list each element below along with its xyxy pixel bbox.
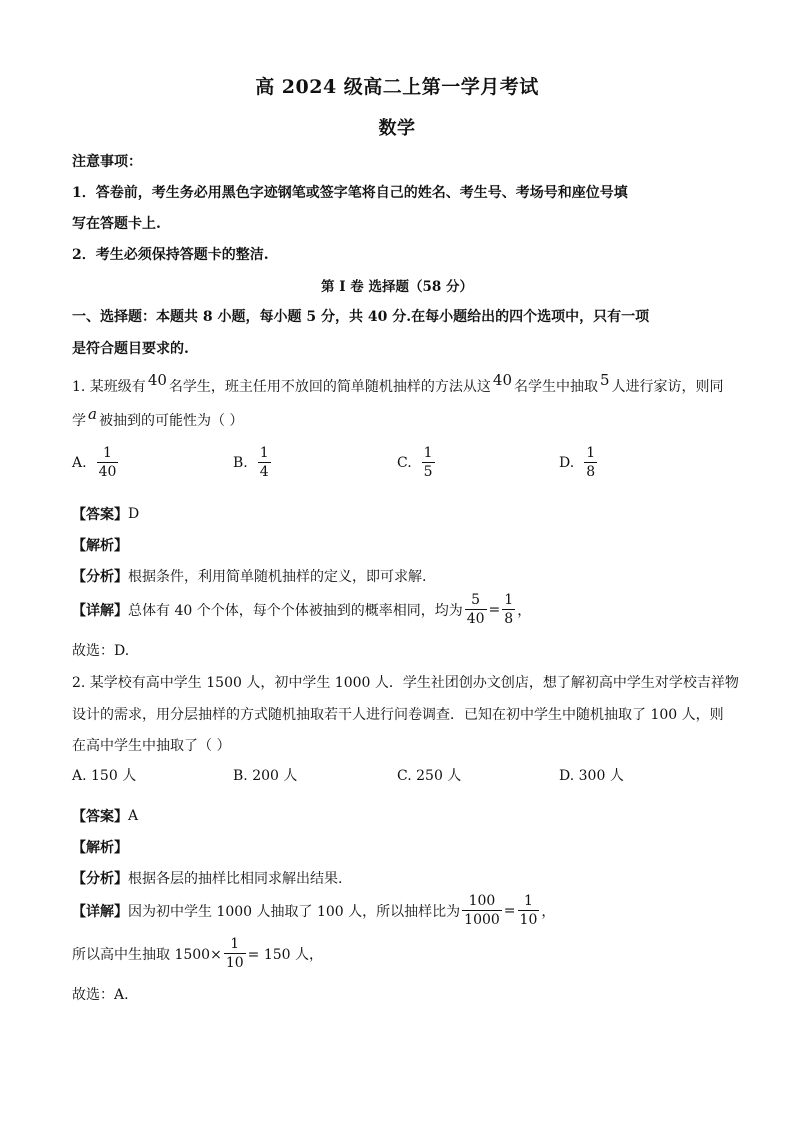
q1-detail	[72, 593, 531, 626]
fenxi-text: 根据条件，利用简单随机抽样的定义，即可求解.	[128, 569, 427, 585]
question-2-stem-line-3: 在高中学生中抽取了（ ）	[72, 738, 231, 754]
q1-number-40: 40	[147, 371, 167, 389]
question-2-stem-line-1: 2. 某学校有高中学生 1500 人，初中学生 1000 人．学生社团创办文创店，想了解初高中学生对学校吉祥物	[72, 675, 739, 691]
option-label: A.	[72, 768, 87, 784]
option-text: 250 人	[416, 768, 462, 784]
calc-text: 所以高中生抽取 1500×	[72, 946, 222, 963]
detail-tag: 【详解】	[72, 903, 128, 920]
q1-text-part: 名学生，班主任用不放回的简单随机抽样的方法从这	[168, 379, 491, 395]
detail-text: ，	[541, 903, 556, 920]
calc-fraction	[224, 937, 246, 970]
option-label: C.	[397, 768, 412, 784]
q1-fenxi	[72, 566, 426, 586]
q1-text-part: 人进行家访，则同	[611, 379, 724, 395]
option-fraction	[584, 446, 597, 479]
option-label: D.	[559, 454, 575, 471]
section-instruction-line-1: 一、选择题：本题共 8 小题，每小题 5 分，共 40 分.在每小题给出的四个选项中，只有一项	[72, 309, 650, 325]
q1-analysis-heading	[72, 535, 128, 555]
q2-option-d[interactable]	[559, 765, 624, 785]
fraction-numerator: 5	[471, 592, 481, 608]
detail-fraction	[465, 593, 487, 626]
fraction-numerator: 1	[423, 445, 433, 461]
fraction-numerator: 1	[523, 893, 533, 909]
fenxi-tag: 【分析】	[72, 569, 128, 585]
option-label: C.	[397, 454, 412, 471]
q1-option-d[interactable]	[559, 446, 599, 479]
q2-calculation	[72, 937, 323, 970]
answer-value: D	[128, 506, 140, 522]
option-fraction	[422, 446, 435, 479]
option-label: D.	[559, 768, 575, 784]
q2-detail	[72, 894, 555, 927]
answer-tag: 【答案】	[72, 507, 128, 523]
fraction-numerator: 100	[468, 893, 496, 909]
fraction-denominator: 40	[466, 611, 485, 627]
q1-text-part: 学	[72, 413, 86, 429]
option-text: 200 人	[252, 768, 298, 784]
answer-tag: 【答案】	[72, 809, 128, 825]
q1-text-part: 被抽到的可能性为（ ）	[98, 413, 244, 429]
q1-number-5: 5	[600, 371, 610, 389]
q2-answer	[72, 806, 138, 826]
exam-title: 高 2024 级高二上第一学月考试	[255, 76, 539, 98]
equals-sign: =	[488, 601, 501, 618]
fraction-denominator: 40	[98, 464, 117, 480]
notice-heading: 注意事项：	[72, 154, 142, 170]
q1-option-b[interactable]	[233, 446, 273, 479]
q2-analysis-heading	[72, 837, 128, 857]
q1-option-a[interactable]	[72, 446, 120, 479]
question-1-stem-line-2	[72, 405, 244, 430]
detail-text: 因为初中学生 1000 人抽取了 100 人，所以抽样比为	[128, 903, 461, 920]
q2-option-b[interactable]	[233, 765, 297, 785]
fraction-denominator: 10	[519, 912, 538, 928]
notice-item-2: 2．考生必须保持答题卡的整洁.	[72, 247, 269, 263]
option-label: B.	[233, 768, 248, 784]
detail-tag: 【详解】	[72, 602, 128, 619]
fraction-denominator: 4	[259, 464, 269, 480]
fraction-numerator: 1	[504, 592, 514, 608]
section-title: 第 I 卷 选择题（58 分）	[321, 279, 473, 295]
fraction-numerator: 1	[230, 936, 240, 952]
analysis-tag: 【解析】	[72, 840, 128, 856]
equals-sign: =	[503, 902, 516, 919]
option-fraction	[97, 446, 119, 479]
detail-fraction	[502, 593, 515, 626]
q1-option-c[interactable]	[397, 446, 437, 479]
option-label: B.	[233, 454, 248, 471]
notice-item-1-line-1: 1．答卷前，考生务必用黑色字迹钢笔或签字笔将自己的姓名、考生号、考场号和座位号填	[72, 185, 628, 201]
q2-option-c[interactable]	[397, 765, 461, 785]
option-fraction	[258, 446, 271, 479]
q1-answer	[72, 504, 139, 524]
section-instruction-line-2: 是符合题目要求的.	[72, 341, 189, 357]
fraction-denominator: 1000	[464, 912, 500, 928]
fenxi-text: 根据各层的抽样比相同求解出结果.	[128, 871, 343, 887]
q1-number-40: 40	[492, 371, 512, 389]
q2-option-a[interactable]	[72, 765, 136, 785]
fraction-numerator: 1	[259, 445, 269, 461]
fraction-denominator: 5	[423, 464, 433, 480]
fraction-denominator: 10	[225, 955, 244, 971]
option-text: 150 人	[91, 768, 137, 784]
detail-text: ，	[517, 602, 532, 619]
fraction-numerator: 1	[103, 445, 112, 461]
option-text: 300 人	[578, 768, 624, 784]
fraction-denominator: 8	[504, 611, 514, 627]
subject-title: 数学	[378, 118, 416, 139]
fraction-numerator: 1	[586, 445, 596, 461]
notice-item-1-line-2: 写在答题卡上.	[72, 216, 161, 232]
analysis-tag: 【解析】	[72, 538, 128, 554]
question-1-stem-line-1	[72, 371, 724, 396]
q2-choose: 故选：A.	[72, 987, 129, 1003]
fenxi-tag: 【分析】	[72, 871, 128, 887]
fraction-denominator: 8	[586, 464, 596, 480]
q1-choose: 故选：D.	[72, 643, 130, 659]
q2-fenxi	[72, 868, 342, 888]
detail-fraction	[462, 894, 502, 927]
answer-value: A	[128, 808, 139, 824]
q1-text-part: 名学生中抽取	[514, 379, 598, 395]
detail-fraction	[518, 894, 540, 927]
option-label: A.	[72, 454, 87, 471]
q1-variable-a: a	[88, 405, 97, 423]
question-2-stem-line-2: 设计的需求，用分层抽样的方式随机抽取若干人进行问卷调查．已知在初中学生中随机抽取了 100 人，则	[72, 707, 724, 723]
calc-text: = 150 人，	[247, 946, 323, 963]
detail-text: 总体有 40 个个体，每个个体被抽到的概率相同，均为	[128, 602, 463, 619]
q1-text-part: 1. 某班级有	[72, 379, 146, 395]
